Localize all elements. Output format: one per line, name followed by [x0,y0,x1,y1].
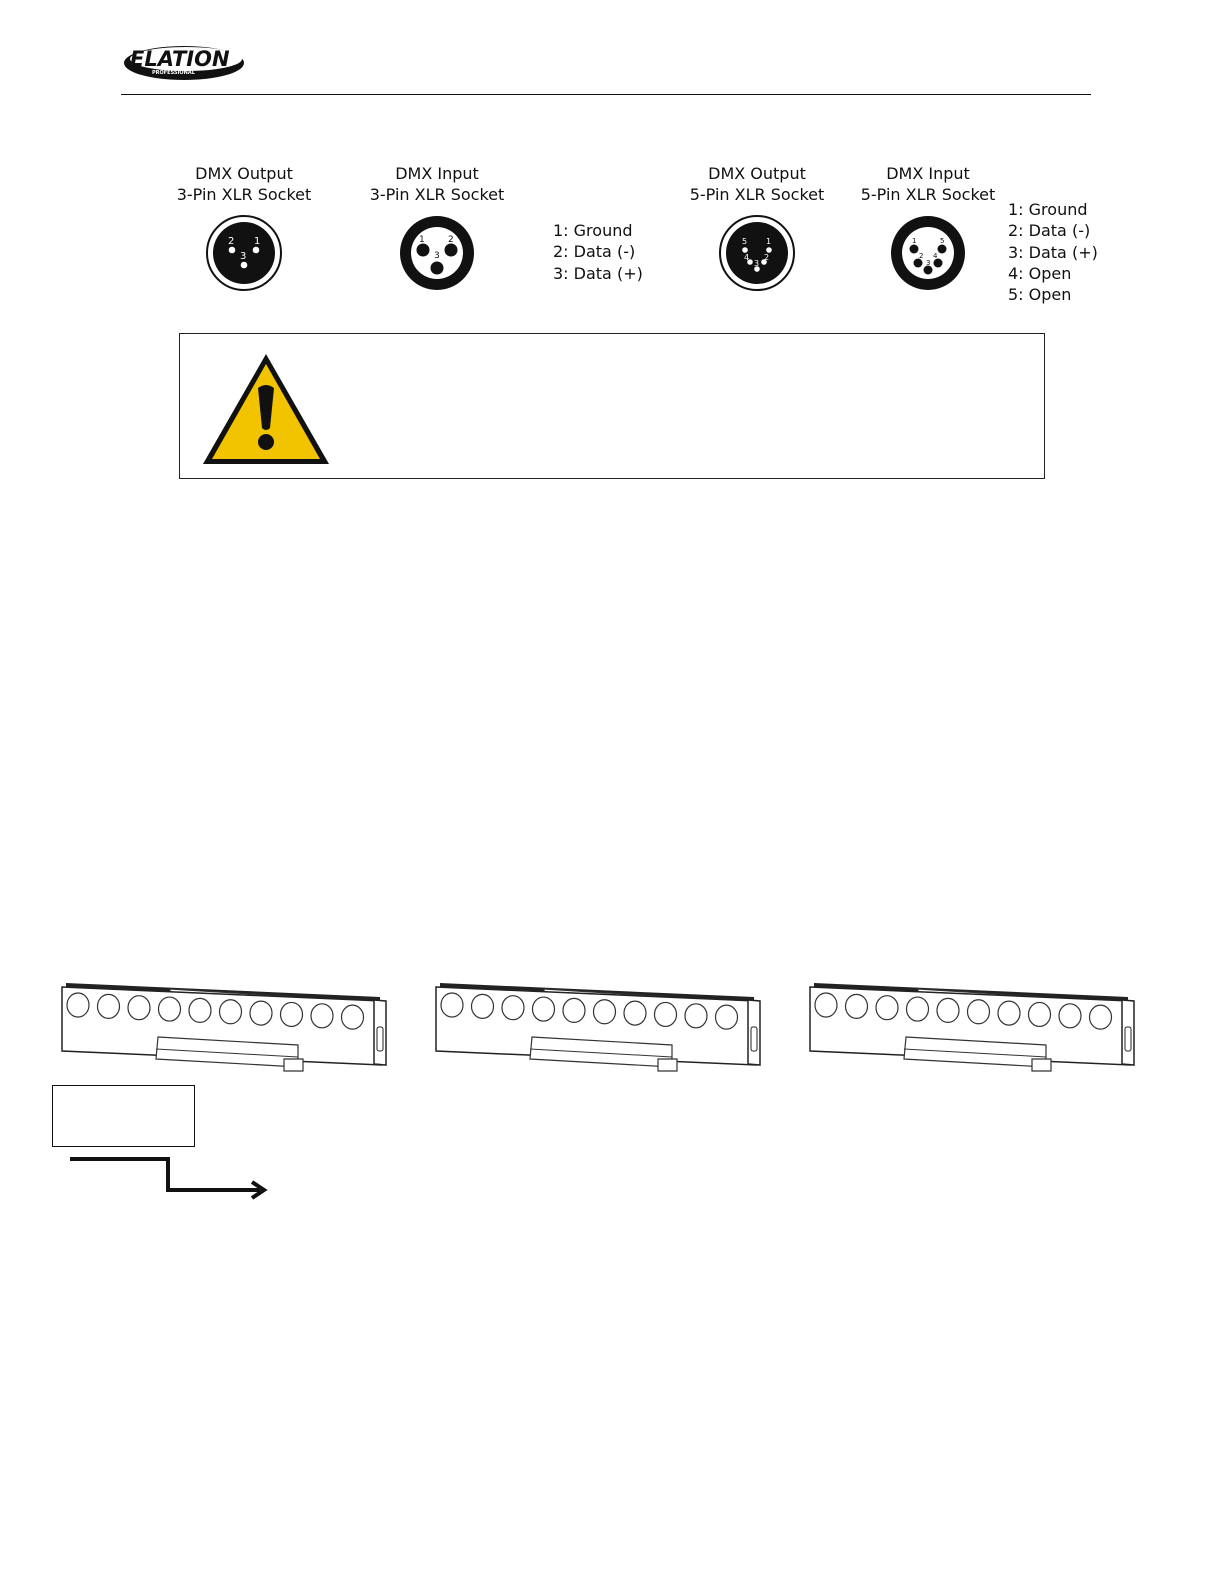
logo-text: ELATION [130,47,230,71]
pinout-item: 4: Open [1008,263,1072,283]
pinout-item: 3: Data (+) [553,263,643,283]
svg-text:3: 3 [754,259,760,268]
led-bar-fixture-icon [58,975,388,1075]
pinout-item: 1: Ground [1008,200,1088,219]
svg-text:1: 1 [419,235,425,245]
connector-label-3pin-input: DMX Input 3-Pin XLR Socket [369,164,505,204]
dmx-cable-arrow-icon [60,1150,280,1200]
pinout-list-3pin [553,220,643,284]
svg-text:1: 1 [254,236,261,247]
connector-label-3pin-output: DMX Output 3-Pin XLR Socket [176,164,312,204]
svg-text:3: 3 [926,259,931,267]
svg-text:5: 5 [742,237,748,246]
dmx-controller-box [52,1085,195,1147]
svg-text:2: 2 [228,236,235,247]
svg-text:2: 2 [764,253,770,262]
xlr-5pin-output-socket-icon [717,213,797,293]
svg-text:4: 4 [933,252,938,260]
connector-label-5pin-output: DMX Output 5-Pin XLR Socket [689,164,825,204]
warning-triangle-icon [200,350,332,468]
svg-text:2: 2 [919,252,924,260]
svg-text:3: 3 [434,251,440,261]
elation-logo [122,38,248,84]
xlr-3pin-output-socket-icon [204,213,284,293]
header-rule [121,94,1091,95]
xlr-5pin-input-socket-icon [888,213,968,293]
led-bar-fixture-icon [806,975,1136,1075]
logo-subtext: PROFESSIONAL [152,70,195,76]
xlr-3pin-input-socket-icon [397,213,477,293]
svg-text:1: 1 [912,237,917,245]
pinout-item: 1: Ground [553,221,633,240]
svg-text:1: 1 [766,237,772,246]
svg-text:3: 3 [240,251,247,262]
led-bar-fixture-icon [432,975,762,1075]
connector-label-5pin-input: DMX Input 5-Pin XLR Socket [860,164,996,204]
pinout-item: 3: Data (+) [1008,242,1098,262]
pinout-list-5pin [1008,199,1098,305]
svg-text:4: 4 [744,253,750,262]
svg-text:2: 2 [448,235,454,245]
pinout-item: 2: Data (-) [553,242,636,262]
pinout-item: 5: Open [1008,285,1072,305]
svg-text:5: 5 [940,237,945,245]
pinout-item: 2: Data (-) [1008,221,1091,241]
